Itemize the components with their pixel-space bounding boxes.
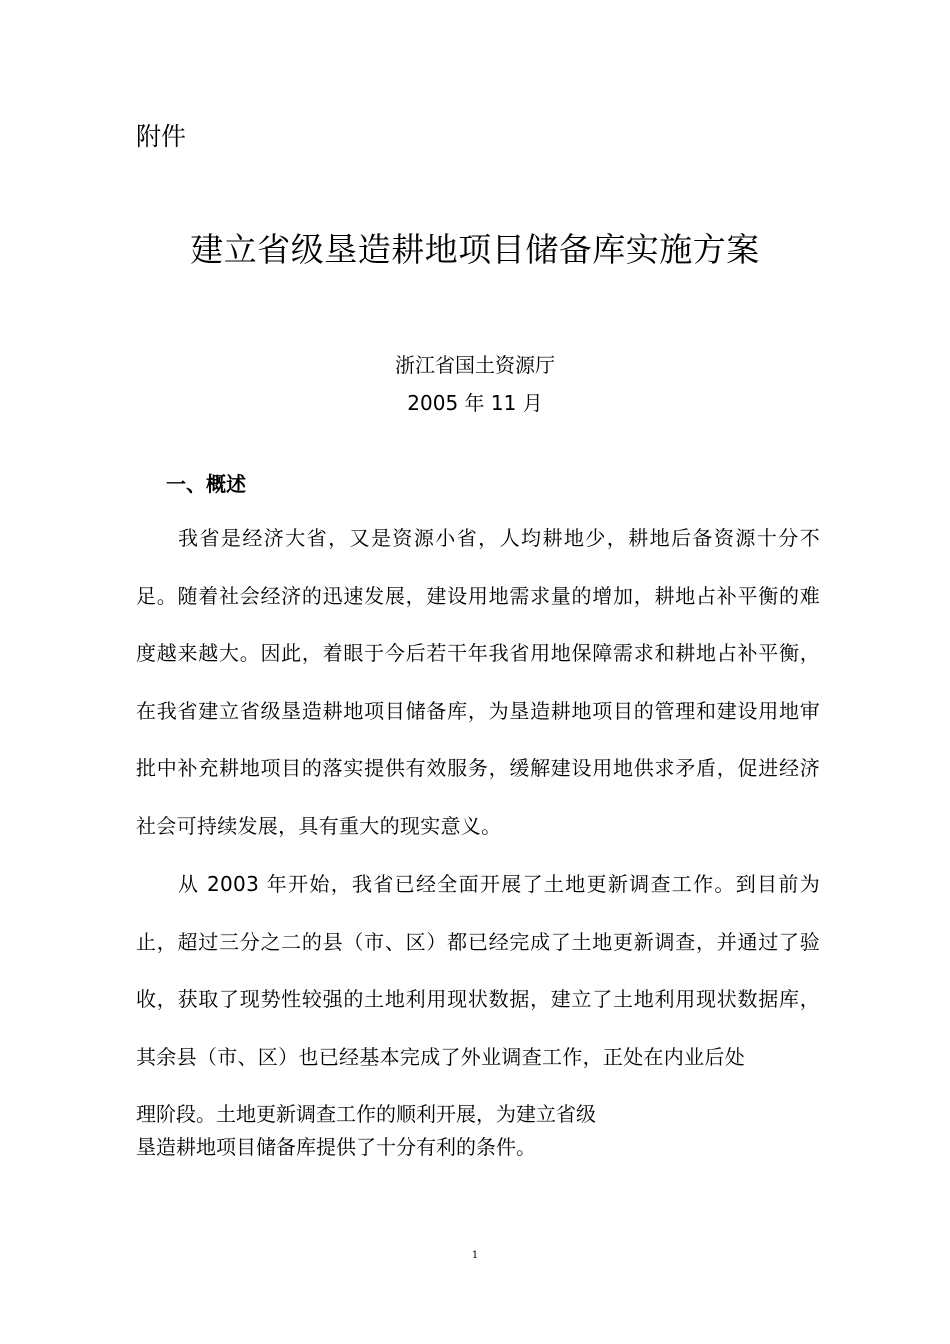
page-number: 1	[471, 1250, 479, 1261]
document-title: 建立省级垦造耕地项目储备库实施方案	[190, 230, 760, 269]
paragraph-overview-1: 我省是经济大省，又是资源小省，人均耕地少，耕地后备资源十分不足。随着社会经济的迅速发展，建设用地需求量的增加，耕地占补平衡的难度越来越大。因此，着眼于今后若干年我省用地保障需求和耕地占补平衡，在我省建立省级垦造耕地项目储备库，为垦造耕地项目的管理和建设用地审批中补充耕地项目的落实提供有效服务，缓解建设用地供求矛盾，促进经济社会可持续发展，具有重大的现实意义。	[136, 526, 820, 838]
paragraph-overview-2-line-a: 理阶段。土地更新调查工作的顺利开展，为建立省级	[136, 1102, 596, 1126]
paragraph-overview-2: 从 2003 年开始，我省已经全面开展了土地更新调查工作。到目前为止，超过三分之二的县（市、区）都已经完成了土地更新调查，并通过了验收，获取了现势性较强的土地利用现状数据，建立了土地利用现状数据库，其余县（市、区）也已经基本完成了外业调查工作，正处在内业后处	[136, 872, 820, 1069]
paragraph-overview-2-line-b: 垦造耕地项目储备库提供了十分有利的条件。	[136, 1135, 536, 1159]
issuing-organization: 浙江省国土资源厅	[395, 353, 555, 377]
section-heading: 一、概述	[166, 472, 246, 496]
attachment-label: 附件	[136, 122, 187, 151]
issue-date: 2005 年 11 月	[407, 391, 543, 415]
